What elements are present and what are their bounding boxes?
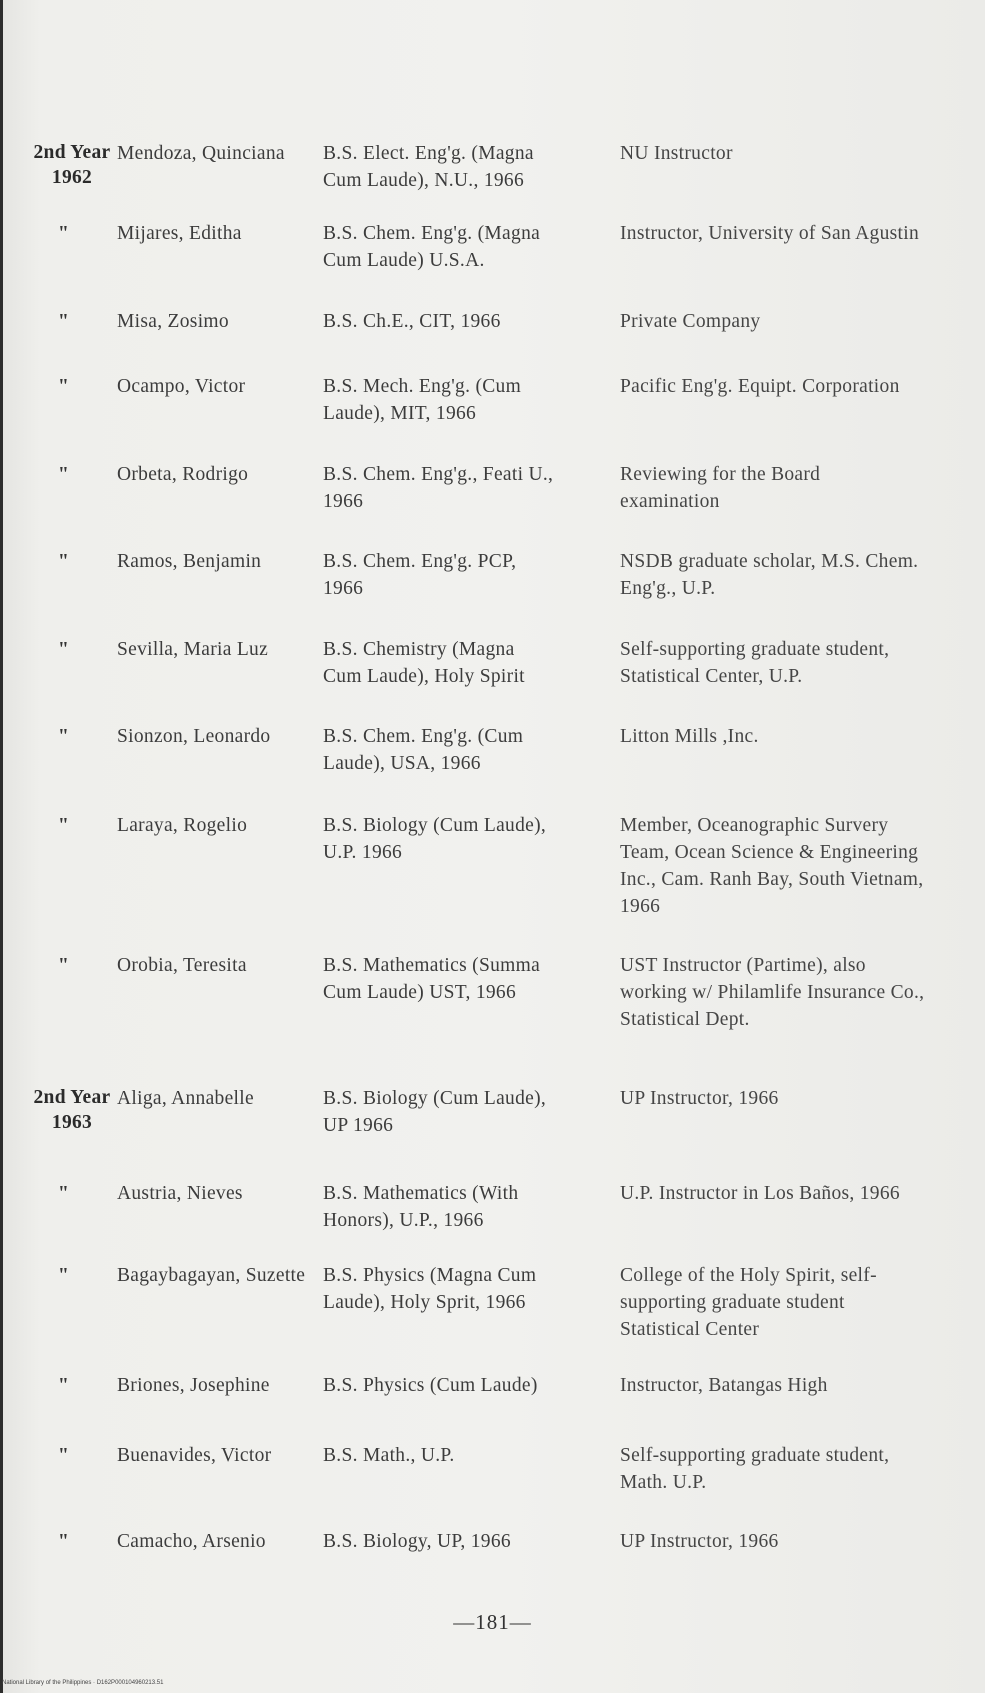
ditto-mark: " <box>58 464 70 485</box>
present-occupation: Self-supporting graduate student, Math. U.P. <box>620 1445 890 1493</box>
page-number: —181— <box>453 1610 532 1634</box>
ditto-mark: " <box>58 639 70 660</box>
degree: B.S. Chemistry (Magna Cum Laude), Holy Spirit <box>323 639 525 687</box>
year-label: 2nd Year 1963 <box>33 1087 111 1133</box>
alumni-name: Sionzon, Leonardo <box>117 726 271 747</box>
ditto-mark: " <box>58 223 70 244</box>
ditto-mark: " <box>58 376 70 397</box>
alumni-name: Mendoza, Quinciana <box>117 143 285 164</box>
degree: B.S. Chem. Eng'g. PCP, 1966 <box>323 551 517 599</box>
ditto-mark: " <box>58 726 70 747</box>
degree: B.S. Mech. Eng'g. (Cum Laude), MIT, 1966 <box>323 376 522 424</box>
ditto-mark: " <box>58 815 70 836</box>
degree: B.S. Physics (Magna Cum Laude), Holy Sprit, 1966 <box>323 1265 537 1313</box>
present-occupation: Litton Mills ,Inc. <box>620 726 759 747</box>
present-occupation: NU Instructor <box>620 143 733 164</box>
degree: B.S. Biology, UP, 1966 <box>323 1531 511 1552</box>
alumni-name: Buenavides, Victor <box>117 1445 272 1466</box>
degree: B.S. Chem. Eng'g. (Cum Laude), USA, 1966 <box>323 726 524 774</box>
alumni-name: Misa, Zosimo <box>117 311 229 332</box>
ditto-mark: " <box>58 1375 70 1396</box>
ditto-mark: " <box>58 1183 70 1204</box>
degree: B.S. Mathematics (Summa Cum Laude) UST, 1966 <box>323 955 541 1003</box>
alumni-name: Ocampo, Victor <box>117 376 246 397</box>
present-occupation: Member, Oceanographic Survery Team, Ocean Science & Engineering Inc., Cam. Ranh Bay, South Vietnam, 1966 <box>620 815 924 917</box>
present-occupation: Instructor, University of San Agustin <box>620 223 920 244</box>
alumni-name: Orobia, Teresita <box>117 955 247 976</box>
ditto-mark: " <box>58 955 70 976</box>
degree: B.S. Mathematics (With Honors), U.P., 1966 <box>323 1183 519 1231</box>
present-occupation: UP Instructor, 1966 <box>620 1531 779 1552</box>
present-occupation: Reviewing for the Board examination <box>620 464 821 512</box>
degree: B.S. Ch.E., CIT, 1966 <box>323 311 501 332</box>
present-occupation: UST Instructor (Partime), also working w/ Philamlife Insurance Co., Statistical Dept. <box>620 955 925 1030</box>
alumni-name: Ramos, Benjamin <box>117 551 262 572</box>
degree: B.S. Biology (Cum Laude), U.P. 1966 <box>323 815 547 863</box>
alumni-name: Austria, Nieves <box>117 1183 243 1204</box>
present-occupation: Private Company <box>620 311 761 332</box>
alumni-name: Aliga, Annabelle <box>117 1088 254 1109</box>
present-occupation: UP Instructor, 1966 <box>620 1088 779 1109</box>
ditto-mark: " <box>58 1265 70 1286</box>
degree: B.S. Biology (Cum Laude), UP 1966 <box>323 1088 547 1136</box>
present-occupation: College of the Holy Spirit, self-supporting graduate student Statistical Center <box>620 1265 877 1340</box>
ditto-mark: " <box>58 311 70 332</box>
alumni-name: Bagaybagayan, Suzette <box>117 1265 306 1286</box>
ditto-mark: " <box>58 1445 70 1466</box>
archive-footer-note: National Library of the Philippines · D162P000104960213.51 <box>2 1680 164 1686</box>
present-occupation: NSDB graduate scholar, M.S. Chem. Eng'g., U.P. <box>620 551 919 599</box>
degree: B.S. Chem. Eng'g. (Magna Cum Laude) U.S.A. <box>323 223 541 271</box>
degree: B.S. Math., U.P. <box>323 1445 455 1466</box>
alumni-name: Camacho, Arsenio <box>117 1531 266 1552</box>
alumni-name: Mijares, Editha <box>117 223 242 244</box>
alumni-name: Orbeta, Rodrigo <box>117 464 249 485</box>
present-occupation: U.P. Instructor in Los Baños, 1966 <box>620 1183 900 1204</box>
ditto-mark: " <box>58 1531 70 1552</box>
alumni-name: Sevilla, Maria Luz <box>117 639 269 660</box>
ditto-mark: " <box>58 551 70 572</box>
alumni-name: Briones, Josephine <box>117 1375 270 1396</box>
degree: B.S. Elect. Eng'g. (Magna Cum Laude), N.U., 1966 <box>323 143 534 191</box>
present-occupation: Self-supporting graduate student, Statistical Center, U.P. <box>620 639 890 687</box>
present-occupation: Pacific Eng'g. Equipt. Corporation <box>620 376 900 397</box>
year-label: 2nd Year 1962 <box>33 142 111 188</box>
degree: B.S. Physics (Cum Laude) <box>323 1375 538 1396</box>
present-occupation: Instructor, Batangas High <box>620 1375 828 1396</box>
page-edge-shadow <box>0 0 3 1693</box>
alumni-name: Laraya, Rogelio <box>117 815 248 836</box>
degree: B.S. Chem. Eng'g., Feati U., 1966 <box>323 464 554 512</box>
